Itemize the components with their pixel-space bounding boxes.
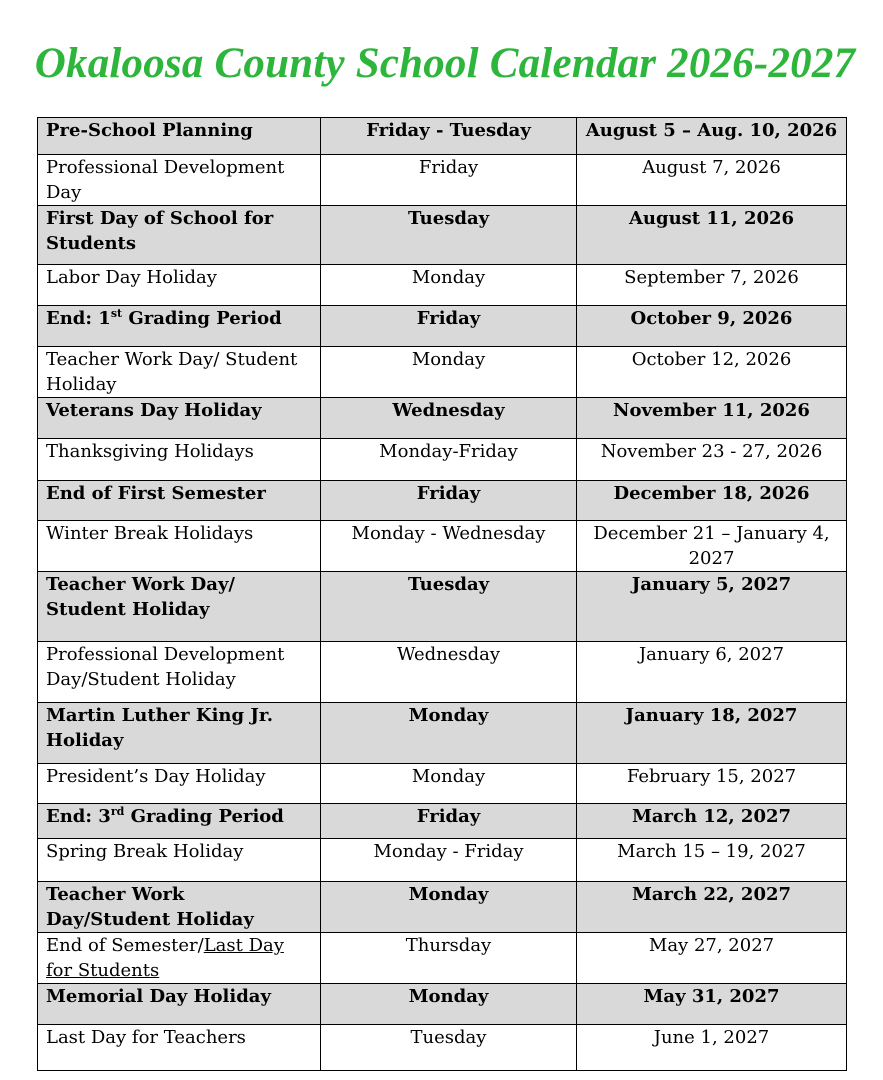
event-cell (38, 481, 321, 521)
calendar-row (38, 572, 847, 642)
day-cell: Monday-Friday (321, 439, 577, 481)
calendar-row (38, 839, 847, 882)
calendar-row (38, 265, 847, 306)
ordinal-suffix: st (110, 307, 123, 320)
calendar-row (38, 521, 847, 572)
event-label: President’s Day Holiday (46, 766, 266, 787)
calendar-row (38, 804, 847, 839)
day-cell: Monday - Wednesday (321, 521, 577, 572)
date-cell: March 22, 2027 (577, 882, 847, 933)
day-cell: Monday (321, 882, 577, 933)
event-cell (38, 764, 321, 804)
date-cell: November 23 - 27, 2026 (577, 439, 847, 481)
calendar-row (38, 764, 847, 804)
event-label: Labor Day Holiday (46, 267, 217, 288)
event-cell (38, 882, 321, 933)
event-label: Last Day for Teachers (46, 1027, 246, 1048)
date-cell: September 7, 2026 (577, 265, 847, 306)
event-cell (38, 521, 321, 572)
event-cell (38, 118, 321, 155)
event-label: Teacher Work Day/Student Holiday (46, 884, 254, 930)
date-cell: January 5, 2027 (577, 572, 847, 642)
ordinal-suffix: rd (110, 805, 125, 818)
event-label: First Day of School for Students (46, 208, 274, 254)
event-cell (38, 439, 321, 481)
date-cell: October 12, 2026 (577, 347, 847, 398)
day-cell: Thursday (321, 933, 577, 984)
event-label: Memorial Day Holiday (46, 986, 271, 1007)
event-cell (38, 306, 321, 347)
date-cell: March 15 – 19, 2027 (577, 839, 847, 882)
event-label: Teacher Work Day/ Student Holiday (46, 574, 235, 620)
event-cell (38, 572, 321, 642)
event-label-underlined: Last Day for Students (46, 935, 284, 981)
date-cell: December 21 – January 4, 2027 (577, 521, 847, 572)
event-cell (38, 1025, 321, 1071)
date-cell: October 9, 2026 (577, 306, 847, 347)
day-cell: Tuesday (321, 572, 577, 642)
event-label: Thanksgiving Holidays (46, 441, 254, 462)
event-label: End: 3 (46, 806, 111, 827)
event-label: Grading Period (122, 308, 282, 329)
calendar-row (38, 155, 847, 206)
day-cell: Friday (321, 155, 577, 206)
date-cell: August 11, 2026 (577, 206, 847, 265)
event-cell (38, 398, 321, 439)
event-cell (38, 933, 321, 984)
calendar-row (38, 439, 847, 481)
event-cell (38, 804, 321, 839)
page-title: Okaloosa County School Calendar 2026-2027 (34, 40, 856, 87)
calendar-row (38, 306, 847, 347)
date-cell: January 6, 2027 (577, 642, 847, 703)
day-cell: Tuesday (321, 1025, 577, 1071)
event-cell (38, 206, 321, 265)
event-label: Veterans Day Holiday (46, 400, 262, 421)
date-cell: May 27, 2027 (577, 933, 847, 984)
date-cell: March 12, 2027 (577, 804, 847, 839)
event-label: Grading Period (124, 806, 284, 827)
event-cell (38, 703, 321, 764)
event-label: End: 1 (46, 308, 111, 329)
day-cell: Monday (321, 703, 577, 764)
day-cell: Friday (321, 804, 577, 839)
day-cell: Monday - Friday (321, 839, 577, 882)
calendar-row (38, 933, 847, 984)
event-cell (38, 347, 321, 398)
day-cell: Wednesday (321, 398, 577, 439)
date-cell: August 5 – Aug. 10, 2026 (577, 118, 847, 155)
day-cell: Tuesday (321, 206, 577, 265)
event-cell (38, 839, 321, 882)
date-cell: June 1, 2027 (577, 1025, 847, 1071)
event-cell (38, 984, 321, 1025)
event-cell (38, 155, 321, 206)
event-label: Teacher Work Day/ Student Holiday (46, 349, 298, 395)
event-label: End of First Semester (46, 483, 266, 504)
calendar-row (38, 118, 847, 155)
calendar-row (38, 206, 847, 265)
date-cell: December 18, 2026 (577, 481, 847, 521)
calendar-row (38, 882, 847, 933)
event-label: Winter Break Holidays (46, 523, 254, 544)
event-label: Professional Development Day (46, 157, 285, 203)
date-cell: January 18, 2027 (577, 703, 847, 764)
calendar-row (38, 642, 847, 703)
date-cell: November 11, 2026 (577, 398, 847, 439)
day-cell: Monday (321, 265, 577, 306)
event-label: Professional Development Day/Student Holiday (46, 644, 285, 690)
date-cell: February 15, 2027 (577, 764, 847, 804)
day-cell: Wednesday (321, 642, 577, 703)
day-cell: Monday (321, 764, 577, 804)
event-label: Pre-School Planning (46, 120, 253, 141)
event-label: Spring Break Holiday (46, 841, 244, 862)
event-cell (38, 642, 321, 703)
calendar-row (38, 398, 847, 439)
day-cell: Friday (321, 481, 577, 521)
date-cell: August 7, 2026 (577, 155, 847, 206)
calendar-row (38, 703, 847, 764)
day-cell: Friday (321, 306, 577, 347)
event-cell (38, 265, 321, 306)
calendar-row (38, 481, 847, 521)
calendar-row (38, 984, 847, 1025)
day-cell: Friday - Tuesday (321, 118, 577, 155)
date-cell: May 31, 2027 (577, 984, 847, 1025)
event-label: End of Semester/ (46, 935, 204, 956)
day-cell: Monday (321, 984, 577, 1025)
calendar-row (38, 347, 847, 398)
event-label: Martin Luther King Jr. Holiday (46, 705, 273, 751)
day-cell: Monday (321, 347, 577, 398)
calendar-row (38, 1025, 847, 1071)
calendar-table (37, 117, 847, 1071)
